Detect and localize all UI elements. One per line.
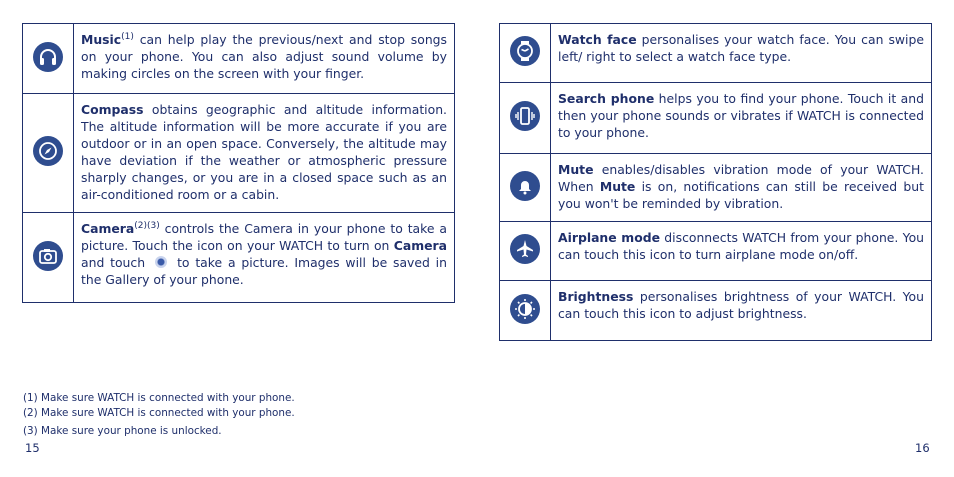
camera-text-3: to take a picture. Images will be saved in the Gallery of your phone. bbox=[81, 255, 447, 287]
mute-text-1: enables/disables vibration mode of your WATCH. When bbox=[558, 162, 924, 194]
watchface-title: Watch face bbox=[558, 32, 637, 47]
music-icon-cell bbox=[23, 24, 74, 94]
phone-vibrate-icon bbox=[510, 101, 540, 131]
brightness-description bbox=[551, 281, 932, 341]
music-text: can help play the previous/next and stop songs on your phone. You can also adjust sound volume by making circles on the screen with your finger. bbox=[81, 32, 447, 81]
mute-description bbox=[551, 154, 932, 222]
searchphone-icon-cell bbox=[500, 83, 551, 154]
brightness-title: Brightness bbox=[558, 289, 634, 304]
right-feature-table bbox=[499, 23, 932, 341]
compass-icon bbox=[33, 136, 63, 166]
page-number-right: 16 bbox=[915, 441, 930, 455]
music-title: Music bbox=[81, 32, 122, 47]
camera-footnote-ref: (2)(3) bbox=[134, 221, 160, 231]
compass-title: Compass bbox=[81, 102, 144, 117]
row-camera bbox=[23, 213, 455, 303]
watchface-description bbox=[551, 24, 932, 83]
brightness-icon bbox=[510, 294, 540, 324]
brightness-icon-cell bbox=[500, 281, 551, 341]
row-compass bbox=[23, 94, 455, 213]
camera-text-1: controls the Camera in your phone to take a picture. Touch the icon on your WATCH to turn on bbox=[81, 221, 447, 253]
left-feature-table bbox=[22, 23, 455, 303]
mute-bold: Mute bbox=[599, 179, 636, 194]
music-description bbox=[74, 24, 455, 94]
footnote-2: (2) Make sure WATCH is connected with your phone. bbox=[23, 407, 295, 419]
shutter-dot-icon bbox=[155, 256, 167, 268]
airplane-title: Airplane mode bbox=[558, 230, 661, 245]
row-music bbox=[23, 24, 455, 94]
watch-face-icon bbox=[510, 36, 540, 66]
brightness-text: personalises brightness of your WATCH. You can touch this icon to adjust brightness. bbox=[558, 289, 924, 321]
searchphone-text: helps you to find your phone. Touch it and then your phone sounds or vibrates if WATCH is connected to your phone. bbox=[558, 91, 924, 140]
page-number-left: 15 bbox=[25, 441, 40, 455]
mute-title: Mute bbox=[558, 162, 594, 177]
compass-icon-cell bbox=[23, 94, 74, 213]
mute-text-2: is on, notifications can still be received but you won't be reminded by vibration. bbox=[558, 179, 924, 211]
row-watch-face bbox=[500, 24, 932, 83]
watchface-text: personalises your watch face. You can swipe left/ right to select a watch face type. bbox=[558, 32, 924, 64]
camera-icon bbox=[33, 241, 63, 271]
searchphone-title: Search phone bbox=[558, 91, 655, 106]
airplane-description bbox=[551, 222, 932, 281]
compass-description bbox=[74, 94, 455, 213]
music-footnote-ref: (1) bbox=[121, 32, 134, 42]
camera-icon-cell bbox=[23, 213, 74, 303]
footnote-3: (3) Make sure your phone is unlocked. bbox=[23, 425, 222, 437]
airplane-icon bbox=[510, 234, 540, 264]
mute-icon-cell bbox=[500, 154, 551, 222]
camera-title: Camera bbox=[81, 221, 135, 236]
camera-bold: Camera bbox=[393, 238, 447, 253]
camera-text-2: and touch bbox=[81, 255, 146, 270]
row-search-phone bbox=[500, 83, 932, 154]
compass-text: obtains geographic and altitude information. The altitude information will be more accurate if you are outdoor or in an open space. Conversely, the altitude may have deviation if the weather or atmospheric pressure sharply changes, or you are in a closed space such as an air-conditioned room or a cabin. bbox=[81, 102, 447, 202]
airplane-icon-cell bbox=[500, 222, 551, 281]
row-brightness bbox=[500, 281, 932, 341]
row-mute bbox=[500, 154, 932, 222]
watchface-icon-cell bbox=[500, 24, 551, 83]
headphones-icon bbox=[33, 42, 63, 72]
airplane-text: disconnects WATCH from your phone. You can touch this icon to turn airplane mode on/off. bbox=[558, 230, 924, 262]
row-airplane bbox=[500, 222, 932, 281]
camera-description bbox=[74, 213, 455, 303]
footnote-1: (1) Make sure WATCH is connected with your phone. bbox=[23, 392, 295, 404]
bell-icon bbox=[510, 171, 540, 201]
searchphone-description bbox=[551, 83, 932, 154]
